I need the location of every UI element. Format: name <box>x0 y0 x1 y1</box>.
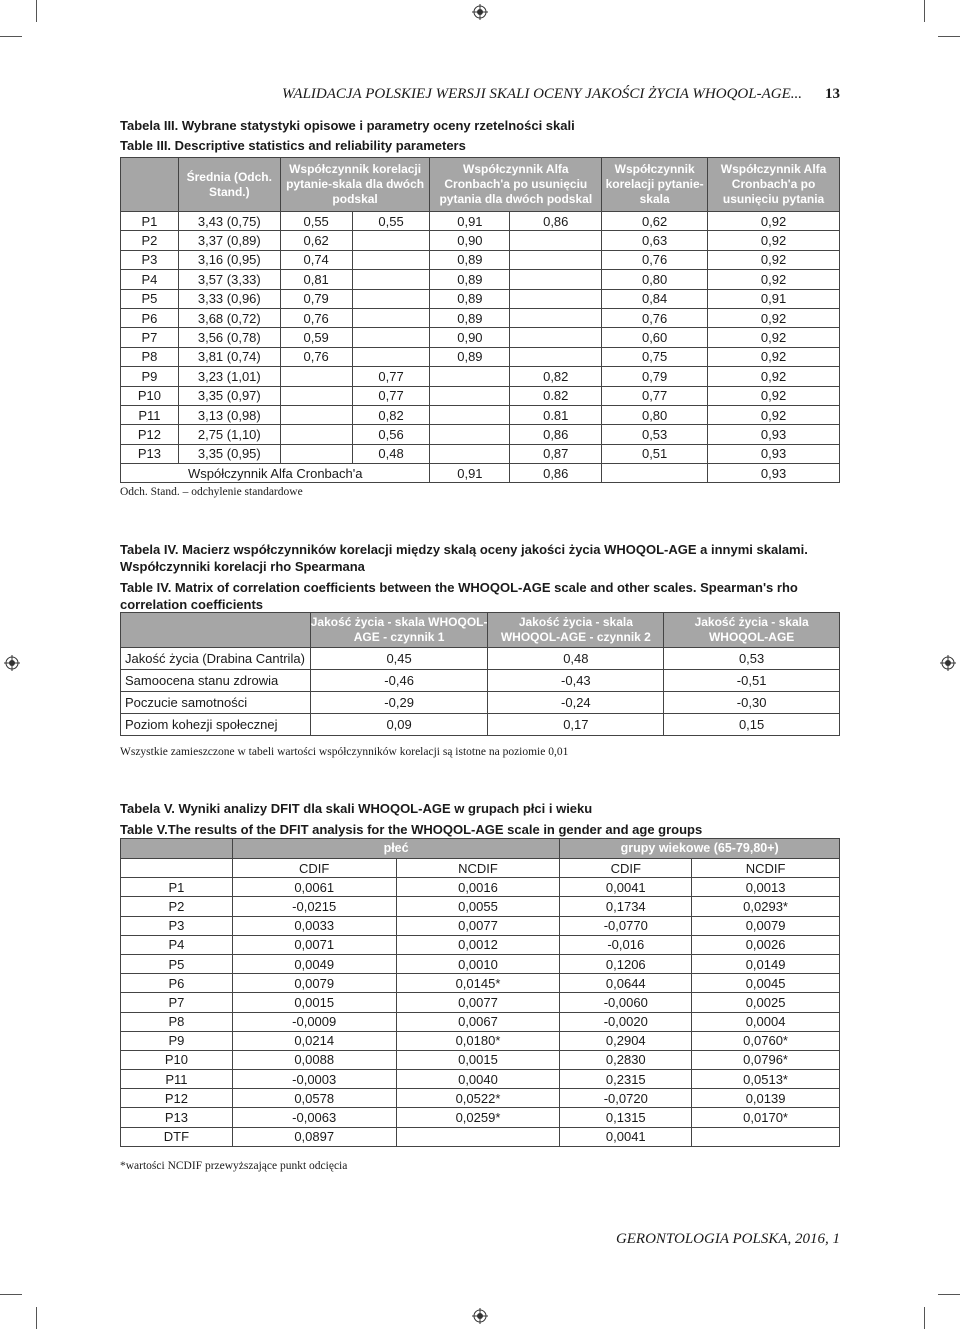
table-cell: 0,1734 <box>560 897 692 916</box>
table4 <box>120 612 840 736</box>
journal-footer: GERONTOLOGIA POLSKA, 2016, 1 <box>615 1231 840 1247</box>
table-cell: 0,76 <box>280 308 352 327</box>
table-cell: -0,0720 <box>560 1089 692 1108</box>
row-label: P7 <box>121 328 179 347</box>
row-label: DTF <box>121 1127 233 1146</box>
table-cell: 0,77 <box>352 367 430 386</box>
row-label: P7 <box>121 993 233 1012</box>
table-cell <box>280 386 352 405</box>
table-cell: 0,55 <box>280 212 352 231</box>
table-cell: -0,0020 <box>560 1012 692 1031</box>
table-cell <box>352 308 430 327</box>
table3-note: Odch. Stand. – odchylenie standardowe <box>120 486 303 498</box>
table-cell: 0,0796* <box>692 1050 840 1069</box>
table-cell: 0,0293* <box>692 897 840 916</box>
table-cell: -0,016 <box>560 935 692 954</box>
table-cell: 0,56 <box>352 425 430 444</box>
table-cell <box>430 367 510 386</box>
table-cell: 0,92 <box>708 270 840 289</box>
table-cell: 0,0145* <box>396 974 560 993</box>
table-cell: 0,53 <box>664 648 840 670</box>
table3-caption-en: Table III. Descriptive statistics and reliability parameters <box>120 138 466 153</box>
table-cell: 0,91 <box>430 464 510 483</box>
row-label: P3 <box>121 916 233 935</box>
table-cell <box>510 270 602 289</box>
table-cell: 0,92 <box>708 328 840 347</box>
table-row <box>121 670 840 692</box>
table-row <box>121 648 840 670</box>
table5-caption-en: Table V.The results of the DFIT analysis for the WHOQOL-AGE scale in gender and age groups <box>120 822 703 837</box>
row-label: P11 <box>121 405 179 424</box>
table-cell <box>280 367 352 386</box>
table-cell: 0,86 <box>510 425 602 444</box>
table-cell: 0,91 <box>430 212 510 231</box>
row-label: P2 <box>121 897 233 916</box>
table-cell: 0,0214 <box>232 1031 396 1050</box>
table5 <box>120 838 840 1147</box>
table-row <box>121 916 840 935</box>
table-cell: 0,0259* <box>396 1108 560 1127</box>
table5-group-header: grupy wiekowe (65-79,80+) <box>560 839 840 859</box>
table-cell: 3,35 (0,95) <box>178 444 280 463</box>
table-cell: 0,59 <box>280 328 352 347</box>
table-cell <box>352 270 430 289</box>
table-cell: 0,82 <box>510 367 602 386</box>
row-label: P6 <box>121 974 233 993</box>
table5-header-blank <box>121 839 233 859</box>
table-cell: 0,2904 <box>560 1031 692 1050</box>
table-row <box>121 1089 840 1108</box>
table-cell: 3,57 (3,33) <box>178 270 280 289</box>
table-row <box>121 328 840 347</box>
table-cell: 0,0055 <box>396 897 560 916</box>
table-cell: 0,0015 <box>232 993 396 1012</box>
table3-alpha-row <box>121 464 840 483</box>
table-cell: 0,48 <box>488 648 664 670</box>
row-label: P9 <box>121 367 179 386</box>
table5-subheader: NCDIF <box>692 859 840 878</box>
row-label: P6 <box>121 308 179 327</box>
table-cell <box>280 405 352 424</box>
crop-mark <box>36 0 37 22</box>
table-cell: 0,89 <box>430 270 510 289</box>
crop-mark <box>924 1307 925 1329</box>
table5-subheader: CDIF <box>560 859 692 878</box>
row-label: P13 <box>121 1108 233 1127</box>
table-row <box>121 954 840 973</box>
table-row <box>121 405 840 424</box>
table-cell: 0,0045 <box>692 974 840 993</box>
table3 <box>120 157 840 483</box>
table-cell <box>430 444 510 463</box>
table-cell: 0,92 <box>708 367 840 386</box>
table-cell: 0,79 <box>602 367 708 386</box>
table-cell: 0,1206 <box>560 954 692 973</box>
table-cell: 0.82 <box>510 386 602 405</box>
table-row <box>121 347 840 366</box>
table-cell: -0,0060 <box>560 993 692 1012</box>
table-cell: 0,93 <box>708 464 840 483</box>
table-cell: 0,89 <box>430 289 510 308</box>
table-cell: 0,0180* <box>396 1031 560 1050</box>
table-cell: 0,0049 <box>232 954 396 973</box>
table-cell: -0,0003 <box>232 1070 396 1089</box>
table-cell: 0,0041 <box>560 878 692 897</box>
table-cell <box>352 328 430 347</box>
table-cell: 0,90 <box>430 231 510 250</box>
table-cell: 0,90 <box>430 328 510 347</box>
table-cell: -0,0009 <box>232 1012 396 1031</box>
table-cell <box>510 231 602 250</box>
table-cell <box>352 231 430 250</box>
table-cell: 0,92 <box>708 231 840 250</box>
table-cell: 0,63 <box>602 231 708 250</box>
table-cell <box>280 444 352 463</box>
table5-note: *wartości NCDIF przewyższające punkt odcięcia <box>120 1160 348 1172</box>
table-cell: 0,0897 <box>232 1127 396 1146</box>
table-cell: 0,92 <box>708 250 840 269</box>
table-cell: 0,60 <box>602 328 708 347</box>
table-row <box>121 1127 840 1146</box>
table-cell: 0,0149 <box>692 954 840 973</box>
table-cell: 0,89 <box>430 347 510 366</box>
table3-header: Współczynnik Alfa Cronbach'a po usunięciu pytania dla dwóch podskal <box>430 158 602 212</box>
table-cell: 0,74 <box>280 250 352 269</box>
table-cell <box>430 425 510 444</box>
table-cell <box>430 405 510 424</box>
crop-mark <box>924 0 925 22</box>
table5-group-header: płeć <box>232 839 560 859</box>
table-cell: 0,86 <box>510 464 602 483</box>
row-label: P11 <box>121 1070 233 1089</box>
table-cell: 0,0015 <box>396 1050 560 1069</box>
table5-caption <box>120 800 840 838</box>
table-cell <box>352 347 430 366</box>
crop-mark <box>938 1294 960 1295</box>
table3-header: Współczynnik korelacji pytanie-skala <box>602 158 708 212</box>
row-label: P2 <box>121 231 179 250</box>
table-cell: 3,16 (0,95) <box>178 250 280 269</box>
table-row <box>121 212 840 231</box>
table-cell: 0,93 <box>708 425 840 444</box>
table-cell: -0,0215 <box>232 897 396 916</box>
table-cell: 0,53 <box>602 425 708 444</box>
table-cell: 0,0077 <box>396 916 560 935</box>
table-cell: 0,55 <box>352 212 430 231</box>
table-row <box>121 250 840 269</box>
table-cell <box>352 250 430 269</box>
table-cell: 0,62 <box>602 212 708 231</box>
table-cell: 0,2315 <box>560 1070 692 1089</box>
table-cell: 0,0010 <box>396 954 560 973</box>
table-cell: 0,45 <box>310 648 488 670</box>
table-cell: 0,17 <box>488 714 664 736</box>
table-cell: 0,0522* <box>396 1089 560 1108</box>
table-cell: 3,43 (0,75) <box>178 212 280 231</box>
table-cell: 0,77 <box>352 386 430 405</box>
table-cell: 0,0578 <box>232 1089 396 1108</box>
row-label: P8 <box>121 1012 233 1031</box>
table-cell: 0,87 <box>510 444 602 463</box>
table-cell <box>602 464 708 483</box>
crop-mark <box>36 1307 37 1329</box>
table-cell: 0,92 <box>708 212 840 231</box>
table4-header-blank <box>121 613 311 648</box>
table-cell: 0,77 <box>602 386 708 405</box>
table4-note: Wszystkie zamieszczone w tabeli wartości współczynników korelacji są istotne na poziomie 0,01 <box>120 746 569 758</box>
row-label: P5 <box>121 954 233 973</box>
row-label: P4 <box>121 270 179 289</box>
table-cell <box>510 308 602 327</box>
table-cell: 0,09 <box>310 714 488 736</box>
table4-caption-pl: Tabela IV. Macierz współczynników korelacji między skalą oceny jakości życia WHOQOL-AGE a innymi skalami. Współczynniki korelacji rho Spearmana <box>120 542 808 574</box>
crop-mark <box>938 36 960 37</box>
table-cell: -0,0770 <box>560 916 692 935</box>
table3-header: Średnia (Odch. Stand.) <box>178 158 280 212</box>
table-cell: -0,51 <box>664 670 840 692</box>
row-label: P12 <box>121 425 179 444</box>
table-row <box>121 444 840 463</box>
table3-caption <box>120 117 840 154</box>
table-cell: 3,33 (0,96) <box>178 289 280 308</box>
table-row <box>121 1108 840 1127</box>
table-cell: 0,84 <box>602 289 708 308</box>
table-cell: 0,0061 <box>232 878 396 897</box>
table-cell: 0,0071 <box>232 935 396 954</box>
table-cell: 0,0004 <box>692 1012 840 1031</box>
table-row <box>121 386 840 405</box>
table-cell: 0,86 <box>510 212 602 231</box>
table4-header: Jakość życia - skala WHOQOL-AGE - czynnik 2 <box>488 613 664 648</box>
table-cell: 0,82 <box>352 405 430 424</box>
row-label: P1 <box>121 212 179 231</box>
table-row <box>121 1070 840 1089</box>
table-cell: 0,0760* <box>692 1031 840 1050</box>
table-cell: 0,93 <box>708 444 840 463</box>
table-cell: 0,92 <box>708 347 840 366</box>
page-number: 13 <box>825 86 840 102</box>
table-row <box>121 935 840 954</box>
row-label: P3 <box>121 250 179 269</box>
table-cell: 2,75 (1,10) <box>178 425 280 444</box>
table-cell: -0,30 <box>664 692 840 714</box>
table-cell <box>352 289 430 308</box>
table-row <box>121 993 840 1012</box>
table-cell: 0,15 <box>664 714 840 736</box>
table3-header-blank <box>121 158 179 212</box>
table-cell: 0,0025 <box>692 993 840 1012</box>
table-cell: -0,46 <box>310 670 488 692</box>
table-cell: 0,0041 <box>560 1127 692 1146</box>
row-label: Jakość życia (Drabina Cantrila) <box>121 648 311 670</box>
registration-mark-icon <box>472 4 488 20</box>
table5-subheader-blank <box>121 859 233 878</box>
table-cell: 0,0067 <box>396 1012 560 1031</box>
table-cell: 0,1315 <box>560 1108 692 1127</box>
table-cell <box>510 250 602 269</box>
table-cell: 0,0040 <box>396 1070 560 1089</box>
table-cell: 0,0644 <box>560 974 692 993</box>
row-label: P1 <box>121 878 233 897</box>
table-cell: 3,81 (0,74) <box>178 347 280 366</box>
table-cell: 0,51 <box>602 444 708 463</box>
table-cell: 0,0079 <box>692 916 840 935</box>
table-cell: 0,92 <box>708 386 840 405</box>
table-cell: -0,0063 <box>232 1108 396 1127</box>
table-cell: 0,48 <box>352 444 430 463</box>
table-cell <box>510 347 602 366</box>
table-cell: -0,43 <box>488 670 664 692</box>
table5-subheader: CDIF <box>232 859 396 878</box>
table-cell: 3,35 (0,97) <box>178 386 280 405</box>
registration-mark-icon <box>940 655 956 671</box>
table-cell: 0,62 <box>280 231 352 250</box>
table-cell <box>280 425 352 444</box>
table4-header: Jakość życia - skala WHOQOL-AGE - czynnik 1 <box>310 613 488 648</box>
table-cell: 0,0013 <box>692 878 840 897</box>
table-cell: 0,0026 <box>692 935 840 954</box>
row-label: Samoocena stanu zdrowia <box>121 670 311 692</box>
table-cell: 0,0079 <box>232 974 396 993</box>
table-row <box>121 1012 840 1031</box>
row-label: P5 <box>121 289 179 308</box>
table-cell <box>510 328 602 347</box>
row-label: P8 <box>121 347 179 366</box>
table-cell <box>692 1127 840 1146</box>
table-row <box>121 878 840 897</box>
table-row <box>121 308 840 327</box>
table-cell: -0,29 <box>310 692 488 714</box>
table-cell: 0,81 <box>280 270 352 289</box>
table-cell: 0,2830 <box>560 1050 692 1069</box>
table-row <box>121 714 840 736</box>
table-cell: 3,23 (1,01) <box>178 367 280 386</box>
table-row <box>121 974 840 993</box>
table-row <box>121 1031 840 1050</box>
table-row <box>121 897 840 916</box>
table-cell: 3,56 (0,78) <box>178 328 280 347</box>
row-label: P4 <box>121 935 233 954</box>
table3-header: Współczynnik korelacji pytanie-skala dla dwóch podskal <box>280 158 430 212</box>
row-label: Poziom kohezji społecznej <box>121 714 311 736</box>
table-cell: 0,0016 <box>396 878 560 897</box>
table4-header: Jakość życia - skala WHOQOL-AGE <box>664 613 840 648</box>
table-cell: 0.81 <box>510 405 602 424</box>
table-cell: 3,37 (0,89) <box>178 231 280 250</box>
table4-caption <box>120 541 840 613</box>
table-cell: 0,0513* <box>692 1070 840 1089</box>
table-cell: 3,13 (0,98) <box>178 405 280 424</box>
table-row <box>121 231 840 250</box>
table4-caption-en: Table IV. Matrix of correlation coefficients between the WHOQOL-AGE scale and other scales. Spearman's rho correlation coefficients <box>120 580 798 612</box>
crop-mark <box>0 1294 22 1295</box>
running-head: WALIDACJA POLSKIEJ WERSJI SKALI OCENY JAKOŚCI ŻYCIA WHOQOL-AGE... <box>281 86 802 102</box>
table-cell: 0,79 <box>280 289 352 308</box>
table-cell: 0,76 <box>602 250 708 269</box>
table-cell: 0,80 <box>602 270 708 289</box>
table5-caption-pl: Tabela V. Wyniki analizy DFIT dla skali WHOQOL-AGE w grupach płci i wieku <box>120 801 593 816</box>
alpha-row-label: Współczynnik Alfa Cronbach'a <box>121 464 430 483</box>
table3-caption-pl: Tabela III. Wybrane statystyki opisowe i parametry oceny rzetelności skali <box>120 118 575 133</box>
table-cell: 0,0012 <box>396 935 560 954</box>
row-label: P10 <box>121 386 179 405</box>
registration-mark-icon <box>472 1308 488 1324</box>
table-cell: 0,75 <box>602 347 708 366</box>
table3-header: Współczynnik Alfa Cronbach'a po usunięciu pytania <box>708 158 840 212</box>
table-row <box>121 289 840 308</box>
table-cell: 0,89 <box>430 308 510 327</box>
table-row <box>121 1050 840 1069</box>
crop-mark <box>0 36 22 37</box>
table-cell: 0,80 <box>602 405 708 424</box>
table-cell: 0,92 <box>708 308 840 327</box>
table-cell: 0,76 <box>280 347 352 366</box>
table-cell <box>510 289 602 308</box>
table-cell: -0,24 <box>488 692 664 714</box>
table-cell: 0,92 <box>708 405 840 424</box>
table-cell: 0,89 <box>430 250 510 269</box>
table-row <box>121 367 840 386</box>
table-cell: 0,91 <box>708 289 840 308</box>
table-cell: 0,0139 <box>692 1089 840 1108</box>
table-cell <box>396 1127 560 1146</box>
table5-subheader: NCDIF <box>396 859 560 878</box>
row-label: P10 <box>121 1050 233 1069</box>
table-cell: 0,0077 <box>396 993 560 1012</box>
table-row <box>121 425 840 444</box>
row-label: P13 <box>121 444 179 463</box>
row-label: P9 <box>121 1031 233 1050</box>
registration-mark-icon <box>4 655 20 671</box>
row-label: P12 <box>121 1089 233 1108</box>
table-cell: 0,76 <box>602 308 708 327</box>
table-cell: 3,68 (0,72) <box>178 308 280 327</box>
table-row <box>121 270 840 289</box>
row-label: Poczucie samotności <box>121 692 311 714</box>
table-cell: 0,0170* <box>692 1108 840 1127</box>
table-cell: 0,0033 <box>232 916 396 935</box>
table-cell <box>430 386 510 405</box>
table-cell: 0,0088 <box>232 1050 396 1069</box>
table-row <box>121 692 840 714</box>
